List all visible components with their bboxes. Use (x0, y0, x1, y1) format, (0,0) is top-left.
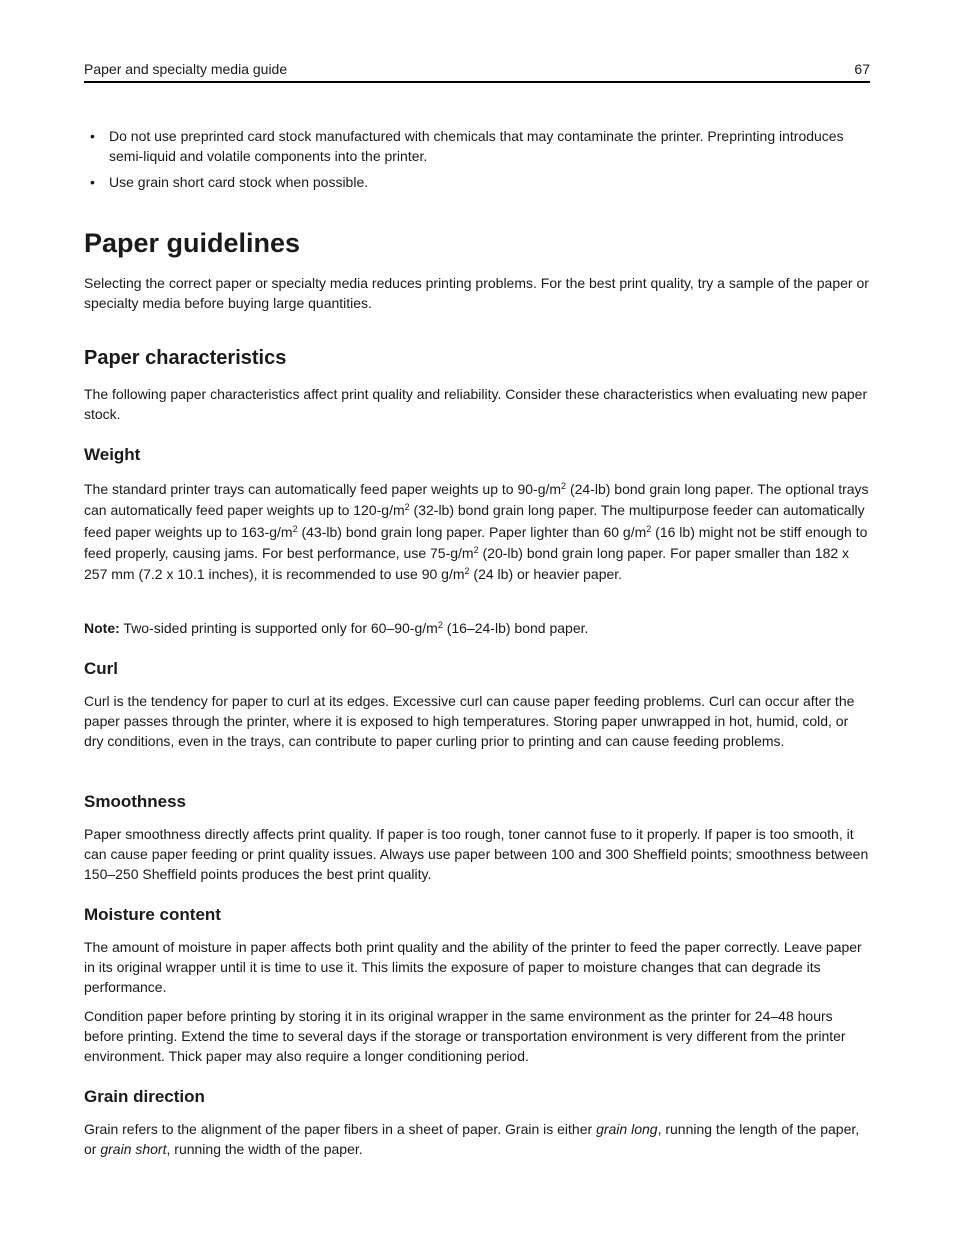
bullet-icon: • (90, 174, 95, 190)
bullet-text: Use grain short card stock when possible. (109, 174, 369, 190)
grain-short-term: grain short (100, 1141, 167, 1157)
section-intro: Selecting the correct paper or specialty media reduces printing problems. For the best print quality, try a sample of the paper or specialty media before buying large quantities. (84, 275, 869, 311)
header-title: Paper and specialty media guide (84, 61, 288, 77)
grain-long-term: grain long (596, 1121, 658, 1137)
smoothness-paragraph: Paper smoothness directly affects print quality. If paper is too rough, toner cannot fuse to it properly. If paper is too smooth, it can cause paper feeding or print quality issues. Always use paper between 100 and 300 Sheffield points; smoothness between 150–250 Sheffield points produces the best print quality. (84, 826, 869, 882)
weight-paragraph: The standard printer trays can automatically feed paper weights up to $90‑g/m^2$ (24‑lb) bond grain long paper. The optional trays can automatically feed paper weights up to $120‑g/m^2$ (32‑lb) bond grain long paper. The multipurpose feeder can automatically feed paper weights up to $163‑g/m^2$ (43‑lb) bond grain long paper. Paper lighter than 60 $g/m^2$ (16 lb) might not be stiff enough to feed properly, causing jams. For best performance, use $75‑g/m^2$ (20‑lb) bond grain long paper. For paper smaller than 182 x 257 mm (7.2 x 10.1 inches), it is recommended to use 90 $g/m^2$ (24 lb) or heavier paper. (84, 481, 869, 583)
list-item (84, 172, 870, 192)
subsection-intro: The following paper characteristics affect print quality and reliability. Consider these characteristics when evaluating new paper stock. (84, 386, 868, 422)
list-item (84, 126, 870, 166)
moisture-paragraph-2: Condition paper before printing by storing it in its original wrapper in the same environment as the printer for 24–48 hours before printing. Extend the time to several days if the storage or transportation environment is very different from the printer environment. Thick paper may also require a longer conditioning period. (84, 1008, 846, 1064)
moisture-heading: Moisture content (84, 905, 221, 924)
curl-paragraph: Curl is the tendency for paper to curl at its edges. Excessive curl can cause paper feeding problems. Curl can occur after the paper passes through the printer, where it is exposed to high temperatures. Storing paper unwrapped in hot, humid, cold, or dry conditions, even in the trays, can contribute to paper curling prior to printing and can cause feeding problems. (84, 693, 855, 749)
smoothness-heading: Smoothness (84, 792, 187, 811)
subsection-heading: Paper characteristics (84, 347, 287, 369)
bullet-text: Do not use preprinted card stock manufactured with chemicals that may contaminate the printer. Preprinting introduces semi-liquid and volatile components into the printer. (109, 128, 844, 164)
weight-note: Note: Two‑sided printing is supported only for $60-90‑g/m^2$ (16–24‑lb) bond paper. (84, 620, 589, 636)
curl-heading: Curl (84, 659, 118, 678)
page-number: 67 (854, 61, 870, 77)
grain-paragraph: Grain refers to the alignment of the paper fibers in a sheet of paper. Grain is either grain long, running the length of the paper, or grain short, running the width of the paper. (84, 1121, 860, 1157)
bullet-list (84, 126, 870, 198)
weight-heading: Weight (84, 445, 141, 464)
grain-heading: Grain direction (84, 1087, 205, 1106)
section-heading: Paper guidelines (84, 228, 301, 258)
bullet-icon: • (90, 128, 95, 144)
note-label: Note: (84, 620, 120, 636)
running-header (84, 60, 870, 83)
moisture-paragraph-1: The amount of moisture in paper affects both print quality and the ability of the printer to feed the paper correctly. Leave paper in its original wrapper until it is time to use it. This limits the exposure of paper to moisture changes that can degrade its performance. (84, 939, 862, 995)
